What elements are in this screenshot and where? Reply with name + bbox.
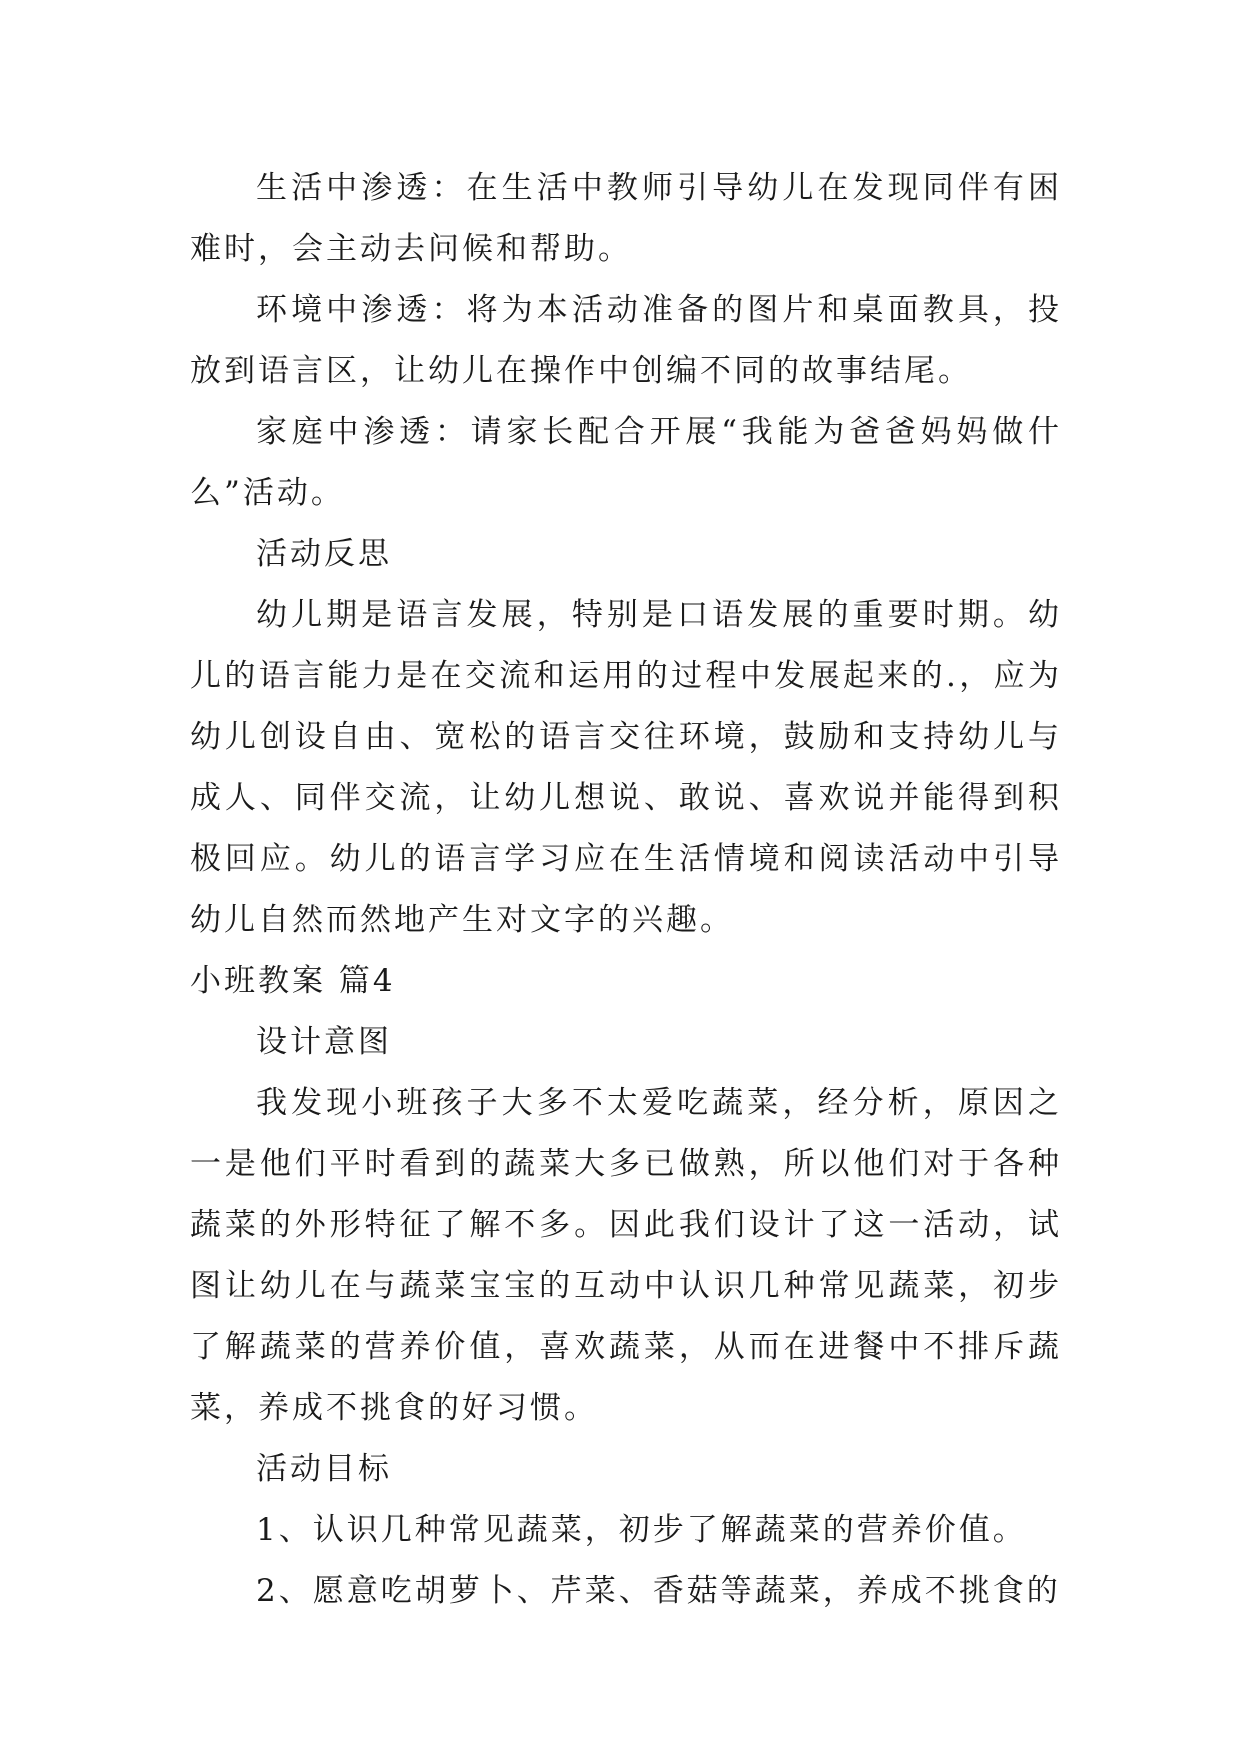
paragraph-family-penetration: 家庭中渗透：请家长配合开展“我能为爸爸妈妈做什么”活动。	[190, 414, 1062, 511]
paragraph-life-penetration: 生活中渗透：在生活中教师引导幼儿在发现同伴有困难时，会主动去问候和帮助。	[190, 170, 1062, 267]
paragraph-environment-penetration: 环境中渗透：将为本活动准备的图片和桌面教具，投放到语言区，让幼儿在操作中创编不同的故事结尾。	[190, 292, 1062, 389]
goals-heading: 活动目标	[256, 1451, 392, 1487]
reflection-heading: 活动反思	[256, 536, 392, 572]
document-body	[190, 158, 1062, 1622]
lesson-title: 小班教案 篇4	[190, 963, 396, 999]
goal-item-1: 1、认识几种常见蔬菜，初步了解蔬菜的营养价值。	[256, 1512, 1027, 1548]
paragraph-reflection: 幼儿期是语言发展，特别是口语发展的重要时期。幼儿的语言能力是在交流和运用的过程中发展起来的.，应为幼儿创设自由、宽松的语言交往环境，鼓励和支持幼儿与成人、同伴交流，让幼儿想说、敢说、喜欢说并能得到积极回应。幼儿的语言学习应在生活情境和阅读活动中引导幼儿自然而然地产生对文字的兴趣。	[190, 597, 1062, 938]
design-heading: 设计意图	[256, 1024, 392, 1060]
goal-item-2: 2、愿意吃胡萝卜、芹菜、香菇等蔬菜，养成不挑食的	[256, 1573, 1061, 1609]
paragraph-design: 我发现小班孩子大多不太爱吃蔬菜，经分析，原因之一是他们平时看到的蔬菜大多已做熟，所以他们对于各种蔬菜的外形特征了解不多。因此我们设计了这一活动，试图让幼儿在与蔬菜宝宝的互动中认识几种常见蔬菜，初步了解蔬菜的营养价值，喜欢蔬菜，从而在进餐中不排斥蔬菜，养成不挑食的好习惯。	[190, 1085, 1062, 1426]
